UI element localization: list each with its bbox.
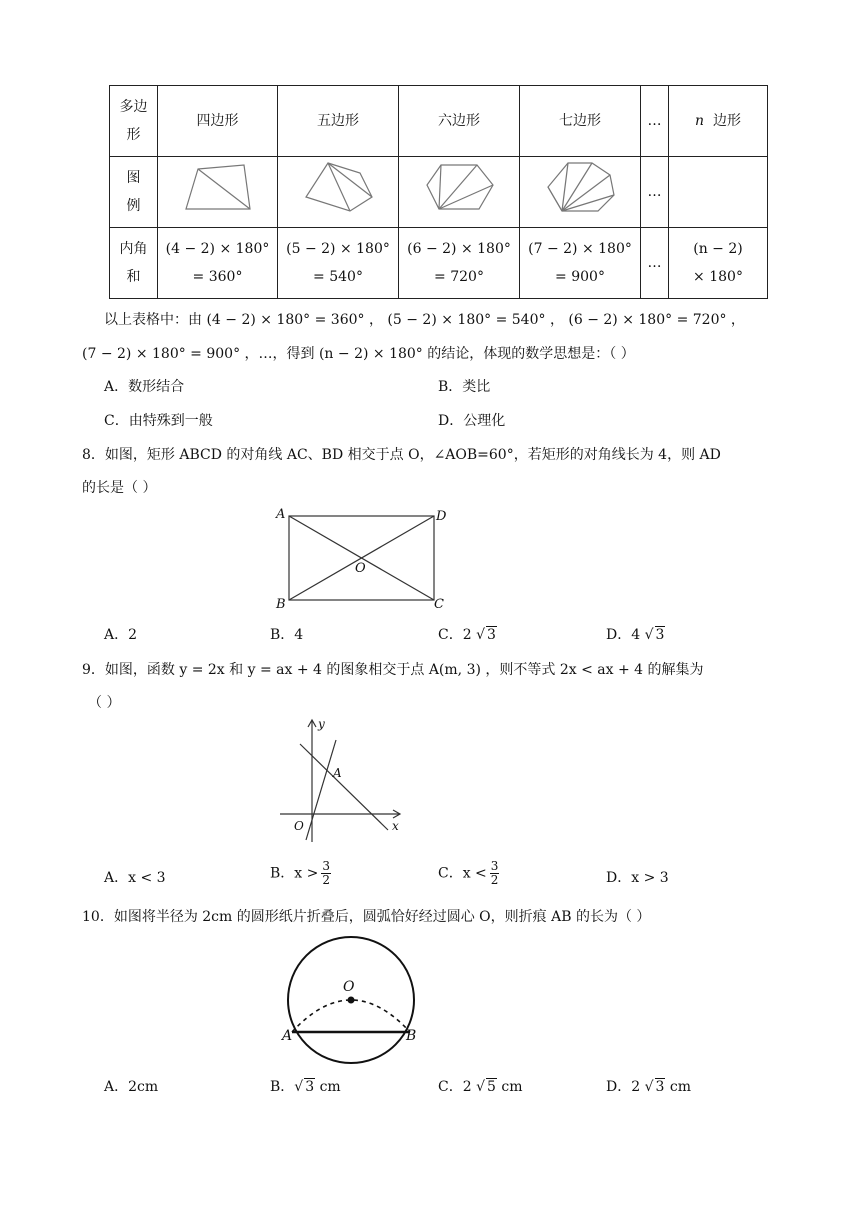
- figure-hexagon: [399, 157, 520, 228]
- angle-sum-n-gon: (n − 2) × 180°: [669, 228, 768, 299]
- figure-n-gon-empty: [669, 157, 768, 228]
- q8-stem-line2: 的长是（ ）: [82, 480, 157, 496]
- header-hexagon: 六边形: [399, 86, 520, 157]
- q9-option-a[interactable]: A．x < 3: [104, 870, 166, 886]
- angle-sum-hexagon: (6 − 2) × 180° = 720°: [399, 228, 520, 299]
- figure-pentagon: [278, 157, 399, 228]
- center-point: [348, 997, 355, 1004]
- q7-stem-line2: (7 − 2) × 180° = 900° ，…，得到 (n − 2) × 180° 的结论，体现的数学思想是：（ ）: [82, 346, 635, 362]
- label-o: O: [355, 561, 366, 576]
- q8-option-a[interactable]: A．2: [104, 627, 138, 643]
- q9-option-c[interactable]: C．x < $\frac{3}{2}$: [438, 859, 499, 887]
- q9-option-b[interactable]: B．x > $\frac{3}{2}$: [270, 859, 331, 887]
- label-b: B: [276, 597, 286, 612]
- q10-option-b[interactable]: B．√ 3 cm: [270, 1079, 341, 1095]
- folded-circle-diagram: [276, 930, 426, 1070]
- label-d: D: [436, 509, 447, 524]
- header-ellipsis: …: [641, 86, 669, 157]
- label-point-a: A: [333, 766, 342, 780]
- q7-option-c[interactable]: C．由特殊到一般: [104, 413, 213, 429]
- figure-ellipsis: …: [641, 157, 669, 228]
- angle-sum-pentagon: (5 − 2) × 180° = 540°: [278, 228, 399, 299]
- q7-option-a[interactable]: A．数形结合: [104, 379, 185, 395]
- figure-heptagon: [520, 157, 641, 228]
- label-origin: O: [294, 819, 304, 833]
- q10-option-a[interactable]: A．2cm: [104, 1079, 159, 1095]
- q8-option-d[interactable]: D．4 √ 3: [606, 627, 665, 643]
- label-a: A: [282, 1028, 293, 1044]
- q9-stem-line1: 9．如图，函数 y = 2x 和 y = ax + 4 的图象相交于点 A(m, 3) ，则不等式 2x < ax + 4 的解集为: [82, 662, 704, 678]
- header-heptagon: 七边形: [520, 86, 641, 157]
- angle-sum-heptagon: (7 − 2) × 180° = 900°: [520, 228, 641, 299]
- label-o: O: [343, 979, 355, 995]
- row-header-figure: 图例: [110, 157, 158, 228]
- figure-quadrilateral: [158, 157, 278, 228]
- header-n-gon: n 边形: [669, 86, 768, 157]
- header-pentagon: 五边形: [278, 86, 399, 157]
- label-b: B: [406, 1028, 417, 1044]
- angle-sum-ellipsis: …: [641, 228, 669, 299]
- q8-option-c[interactable]: C．2 √ 3: [438, 627, 496, 643]
- q10-option-c[interactable]: C．2 √ 5 cm: [438, 1079, 523, 1095]
- angle-sum-quadrilateral: (4 − 2) × 180° = 360°: [158, 228, 278, 299]
- rectangle-diagram: [270, 502, 450, 614]
- linear-functions-graph: [280, 714, 410, 846]
- polygon-table: [109, 85, 768, 299]
- header-quadrilateral: 四边形: [158, 86, 278, 157]
- label-c: C: [434, 597, 444, 612]
- q8-stem-line1: 8．如图，矩形 ABCD 的对角线 AC、BD 相交于点 O，∠AOB=60°，若矩形的对角线长为 4，则 AD: [82, 447, 721, 463]
- q9-option-d[interactable]: D．x > 3: [606, 870, 669, 886]
- q10-option-d[interactable]: D．2 √ 3 cm: [606, 1079, 692, 1095]
- label-a: A: [276, 507, 286, 522]
- q9-stem-line2: （ ）: [88, 695, 121, 711]
- q8-option-b[interactable]: B．4: [270, 627, 304, 643]
- label-y: y: [318, 717, 325, 731]
- label-x: x: [392, 819, 399, 833]
- q7-option-b[interactable]: B．类比: [438, 379, 491, 395]
- row-header-angle-sum: 内角和: [110, 228, 158, 299]
- q7-option-d[interactable]: D．公理化: [438, 413, 506, 429]
- row-header-polygon: 多边形: [110, 86, 158, 157]
- q10-stem-line1: 10．如图将半径为 2cm 的圆形纸片折叠后，圆弧恰好经过圆心 O，则折痕 AB 的长为（ ）: [82, 909, 651, 925]
- q7-stem-line1: 以上表格中：由 (4 − 2) × 180° = 360° ， (5 − 2) × 180° = 540° ， (6 − 2) × 180° = 720° ，: [104, 312, 745, 328]
- folded-arc: [292, 1000, 410, 1032]
